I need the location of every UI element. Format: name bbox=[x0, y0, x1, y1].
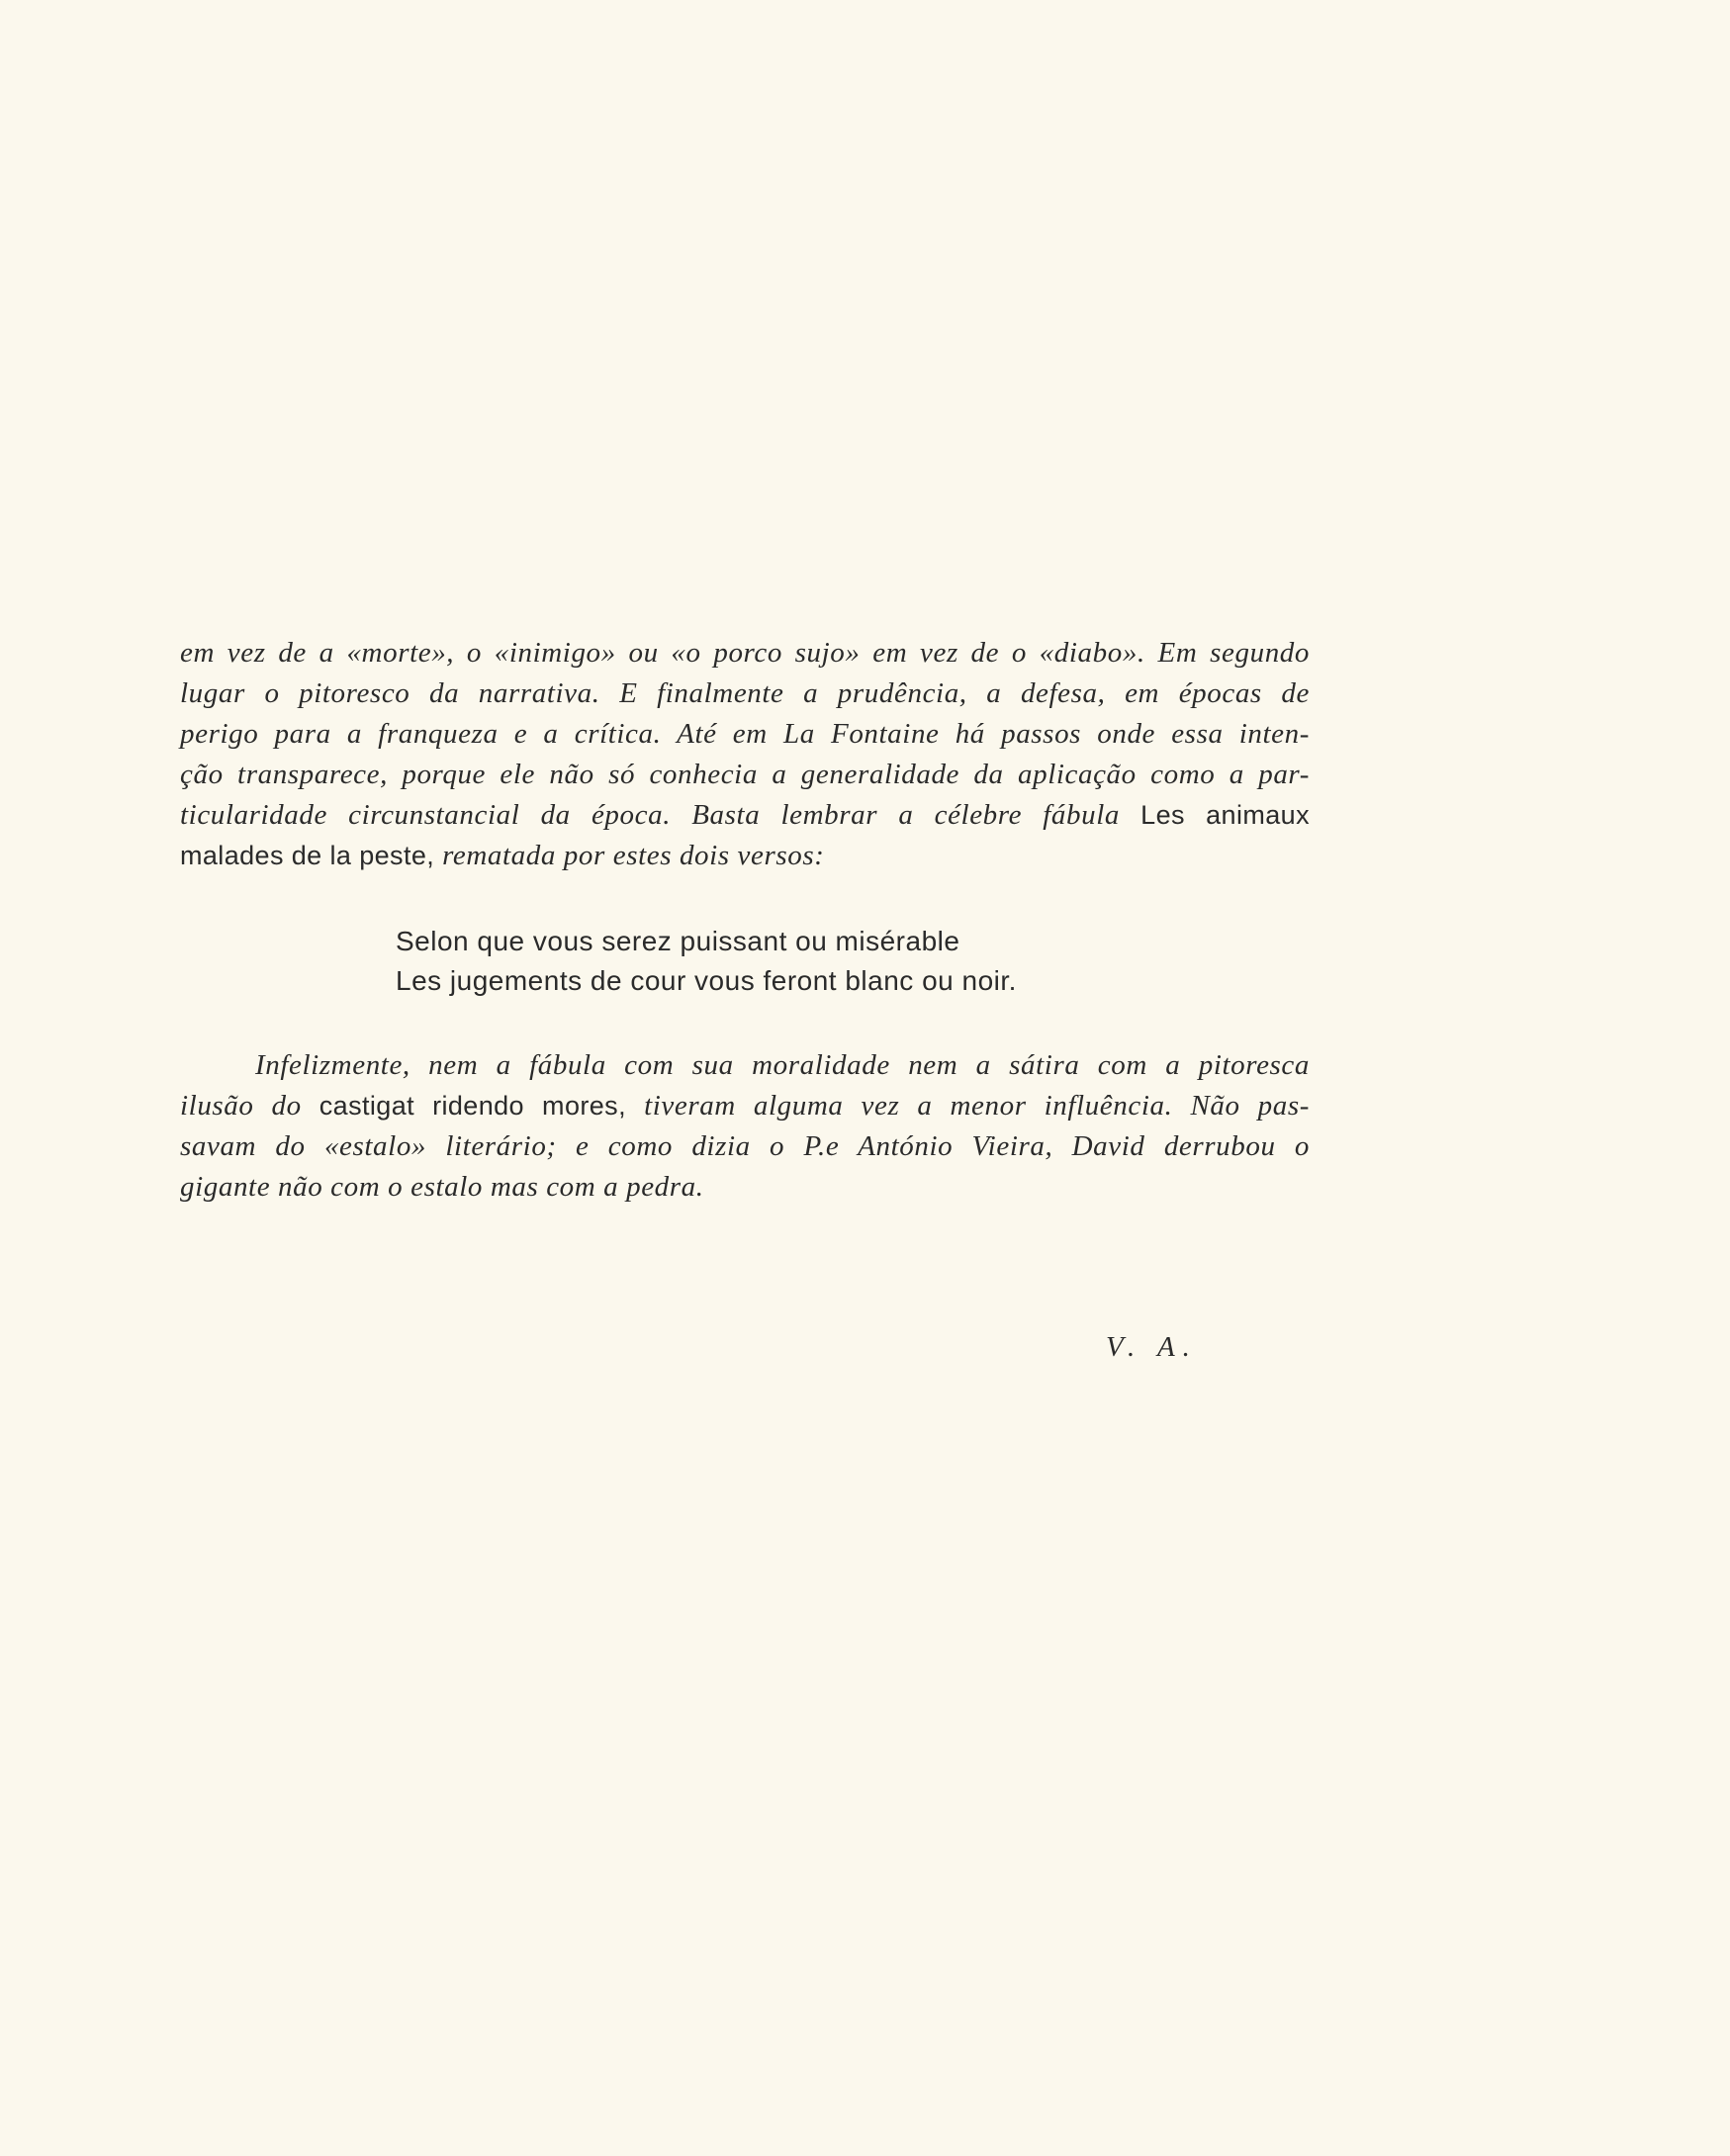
text-run: gigante não com o estalo mas com a pedra. bbox=[180, 1171, 704, 1203]
text-run-roman: malades de la peste, bbox=[180, 841, 443, 870]
text-run: rematada por estes dois versos: bbox=[442, 840, 825, 871]
text-line bbox=[180, 1086, 1310, 1126]
verse-line: Les jugements de cour vous feront blanc ou noir. bbox=[396, 965, 1017, 996]
text-run: ção transparece, porque ele não só conhecia a generalidade da aplicação como a par- bbox=[180, 759, 1310, 790]
paragraph-1 bbox=[180, 633, 1310, 876]
text-line bbox=[180, 714, 1310, 755]
text-line bbox=[180, 836, 1310, 876]
text-run: savam do «estalo» literário; e como dizia o P.e António Vieira, David derrubou o bbox=[180, 1130, 1310, 1162]
text-line bbox=[180, 633, 1310, 674]
text-run: em vez de a «morte», o «inimigo» ou «o porco sujo» em vez de o «diabo». Em segundo bbox=[180, 637, 1310, 669]
text-line bbox=[180, 795, 1310, 836]
text-run: Infelizmente, nem a fábula com sua moralidade nem a sátira com a pitoresca bbox=[255, 1049, 1310, 1081]
text-line bbox=[180, 674, 1310, 714]
verse-line: Selon que vous serez puissant ou misérable bbox=[396, 926, 960, 956]
text-run-roman: castigat ridendo mores, bbox=[319, 1091, 645, 1121]
text-run-roman: Les animaux bbox=[1140, 800, 1310, 830]
text-run: tiveram alguma vez a menor influência. Não pas- bbox=[644, 1090, 1311, 1122]
text-line bbox=[180, 1167, 1310, 1208]
text-run: lugar o pitoresco da narrativa. E finalmente a prudência, a defesa, em épocas de bbox=[180, 677, 1310, 709]
text-run: ilusão do bbox=[180, 1090, 319, 1122]
text-run: ticularidade circunstancial da época. Basta lembrar a célebre fábula bbox=[180, 799, 1141, 831]
verse-quote bbox=[396, 922, 1187, 1001]
text-line bbox=[180, 1126, 1310, 1167]
text-run: perigo para a franqueza e a crítica. Até em La Fontaine há passos onde essa inten- bbox=[180, 718, 1310, 750]
text-line bbox=[180, 1045, 1310, 1086]
author-signature: V. A. bbox=[1106, 1331, 1198, 1363]
paragraph-2 bbox=[180, 1045, 1310, 1208]
text-line bbox=[180, 755, 1310, 795]
